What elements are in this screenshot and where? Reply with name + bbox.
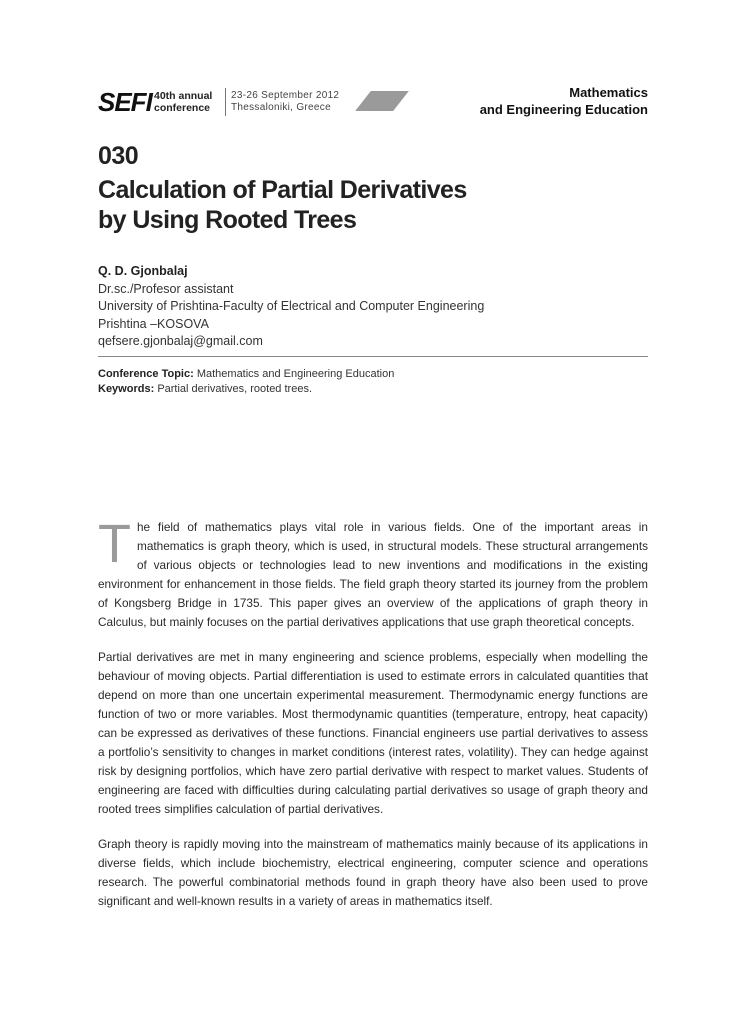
header-topic-line-1: Mathematics [569,85,648,100]
body-text [98,514,648,927]
paper-title-line-1: Calculation of Partial Derivatives [98,176,467,204]
paper-number: 030 [98,142,139,170]
keywords [98,382,394,397]
paragraph-2: Partial derivatives are met in many engineering and science problems, especially when modelling the behaviour of moving objects. Partial differentiation is used to estimate errors in calculated quantities that depend on more than one uncertain experimental measurement. Thermodynamic energy functions are function of two or more variables. Most thermodynamic quantities (temperature, entropy, heat capacity) can be expressed as derivatives of these functions. Financial engineers use partial derivatives to assess a portfolio’s sensitivity to changes in market conditions (interest rates, volatility). They can hedge against risk by designing portfolios, which have zero partial derivative with respect to market values. Students of engineering are faced with difficulties during calculating partial derivatives so usage of graph theory and rooted trees simplifies calculation of partial derivatives. [98,650,648,816]
sefi-logo: SEFI [98,87,152,117]
drop-cap: T [98,514,131,574]
conference-topic-value: Mathematics and Engineering Education [196,368,395,380]
conference-line-2: conference [154,102,211,114]
keywords-label: Keywords: [98,383,155,395]
author-position: Dr.sc./Profesor assistant [98,281,234,296]
header-topic-line-2: and Engineering Education [479,102,648,117]
author-name: Q. D. Gjonbalaj [98,264,188,278]
page-header [98,84,648,124]
keywords-value: Partial derivatives, rooted trees. [157,383,312,395]
dates-text: 23-26 September 2012 [231,90,340,101]
paper-title [98,175,658,235]
conference-topic-label: Conference Topic: [98,368,194,380]
paragraph-1-text: he field of mathematics plays vital role in various fields. One of the important areas in mathematics is graph theory, which is used, in structural models. These structural arrangements of various objects or technologies lead to new inventions and modifications in the existing environment for enhancement in those fields. The field graph theory started its journey from the problem of Kongsberg Bridge in 1735. This paper gives an overview of the applications of graph theory in Calculus, but mainly focuses on the partial derivatives applications that use graph theoretical concepts. [98,520,648,629]
author-block [98,263,484,351]
author-city: Prishtina –KOSOVA [98,316,209,331]
paper-title-line-2: by Using Rooted Trees [98,206,357,234]
conference-topic [98,367,394,382]
conference-dates [231,90,339,114]
conference-line-1: 40th annual [154,90,213,102]
author-affiliation: University of Prishtina-Faculty of Electrical and Computer Engineering [98,299,485,313]
decorative-parallelogram-icon [355,91,409,111]
section-divider [98,356,648,357]
paragraph-3: Graph theory is rapidly moving into the mainstream of mathematics mainly because of its applications in diverse fields, which include biochemistry, electrical engineering, computer science and operations research. The powerful combinatorial methods found in graph theory have also been used to prove significant and well-known results in a variety of areas in mathematics itself. [98,837,648,908]
location-text: Thessaloniki, Greece [231,102,331,113]
header-divider [225,88,226,116]
paper-meta [98,367,394,397]
conference-label [154,90,212,114]
author-email[interactable]: qefsere.gjonbalaj@gmail.com [98,334,263,348]
header-topic [480,84,648,118]
paragraph-1 [98,514,648,632]
